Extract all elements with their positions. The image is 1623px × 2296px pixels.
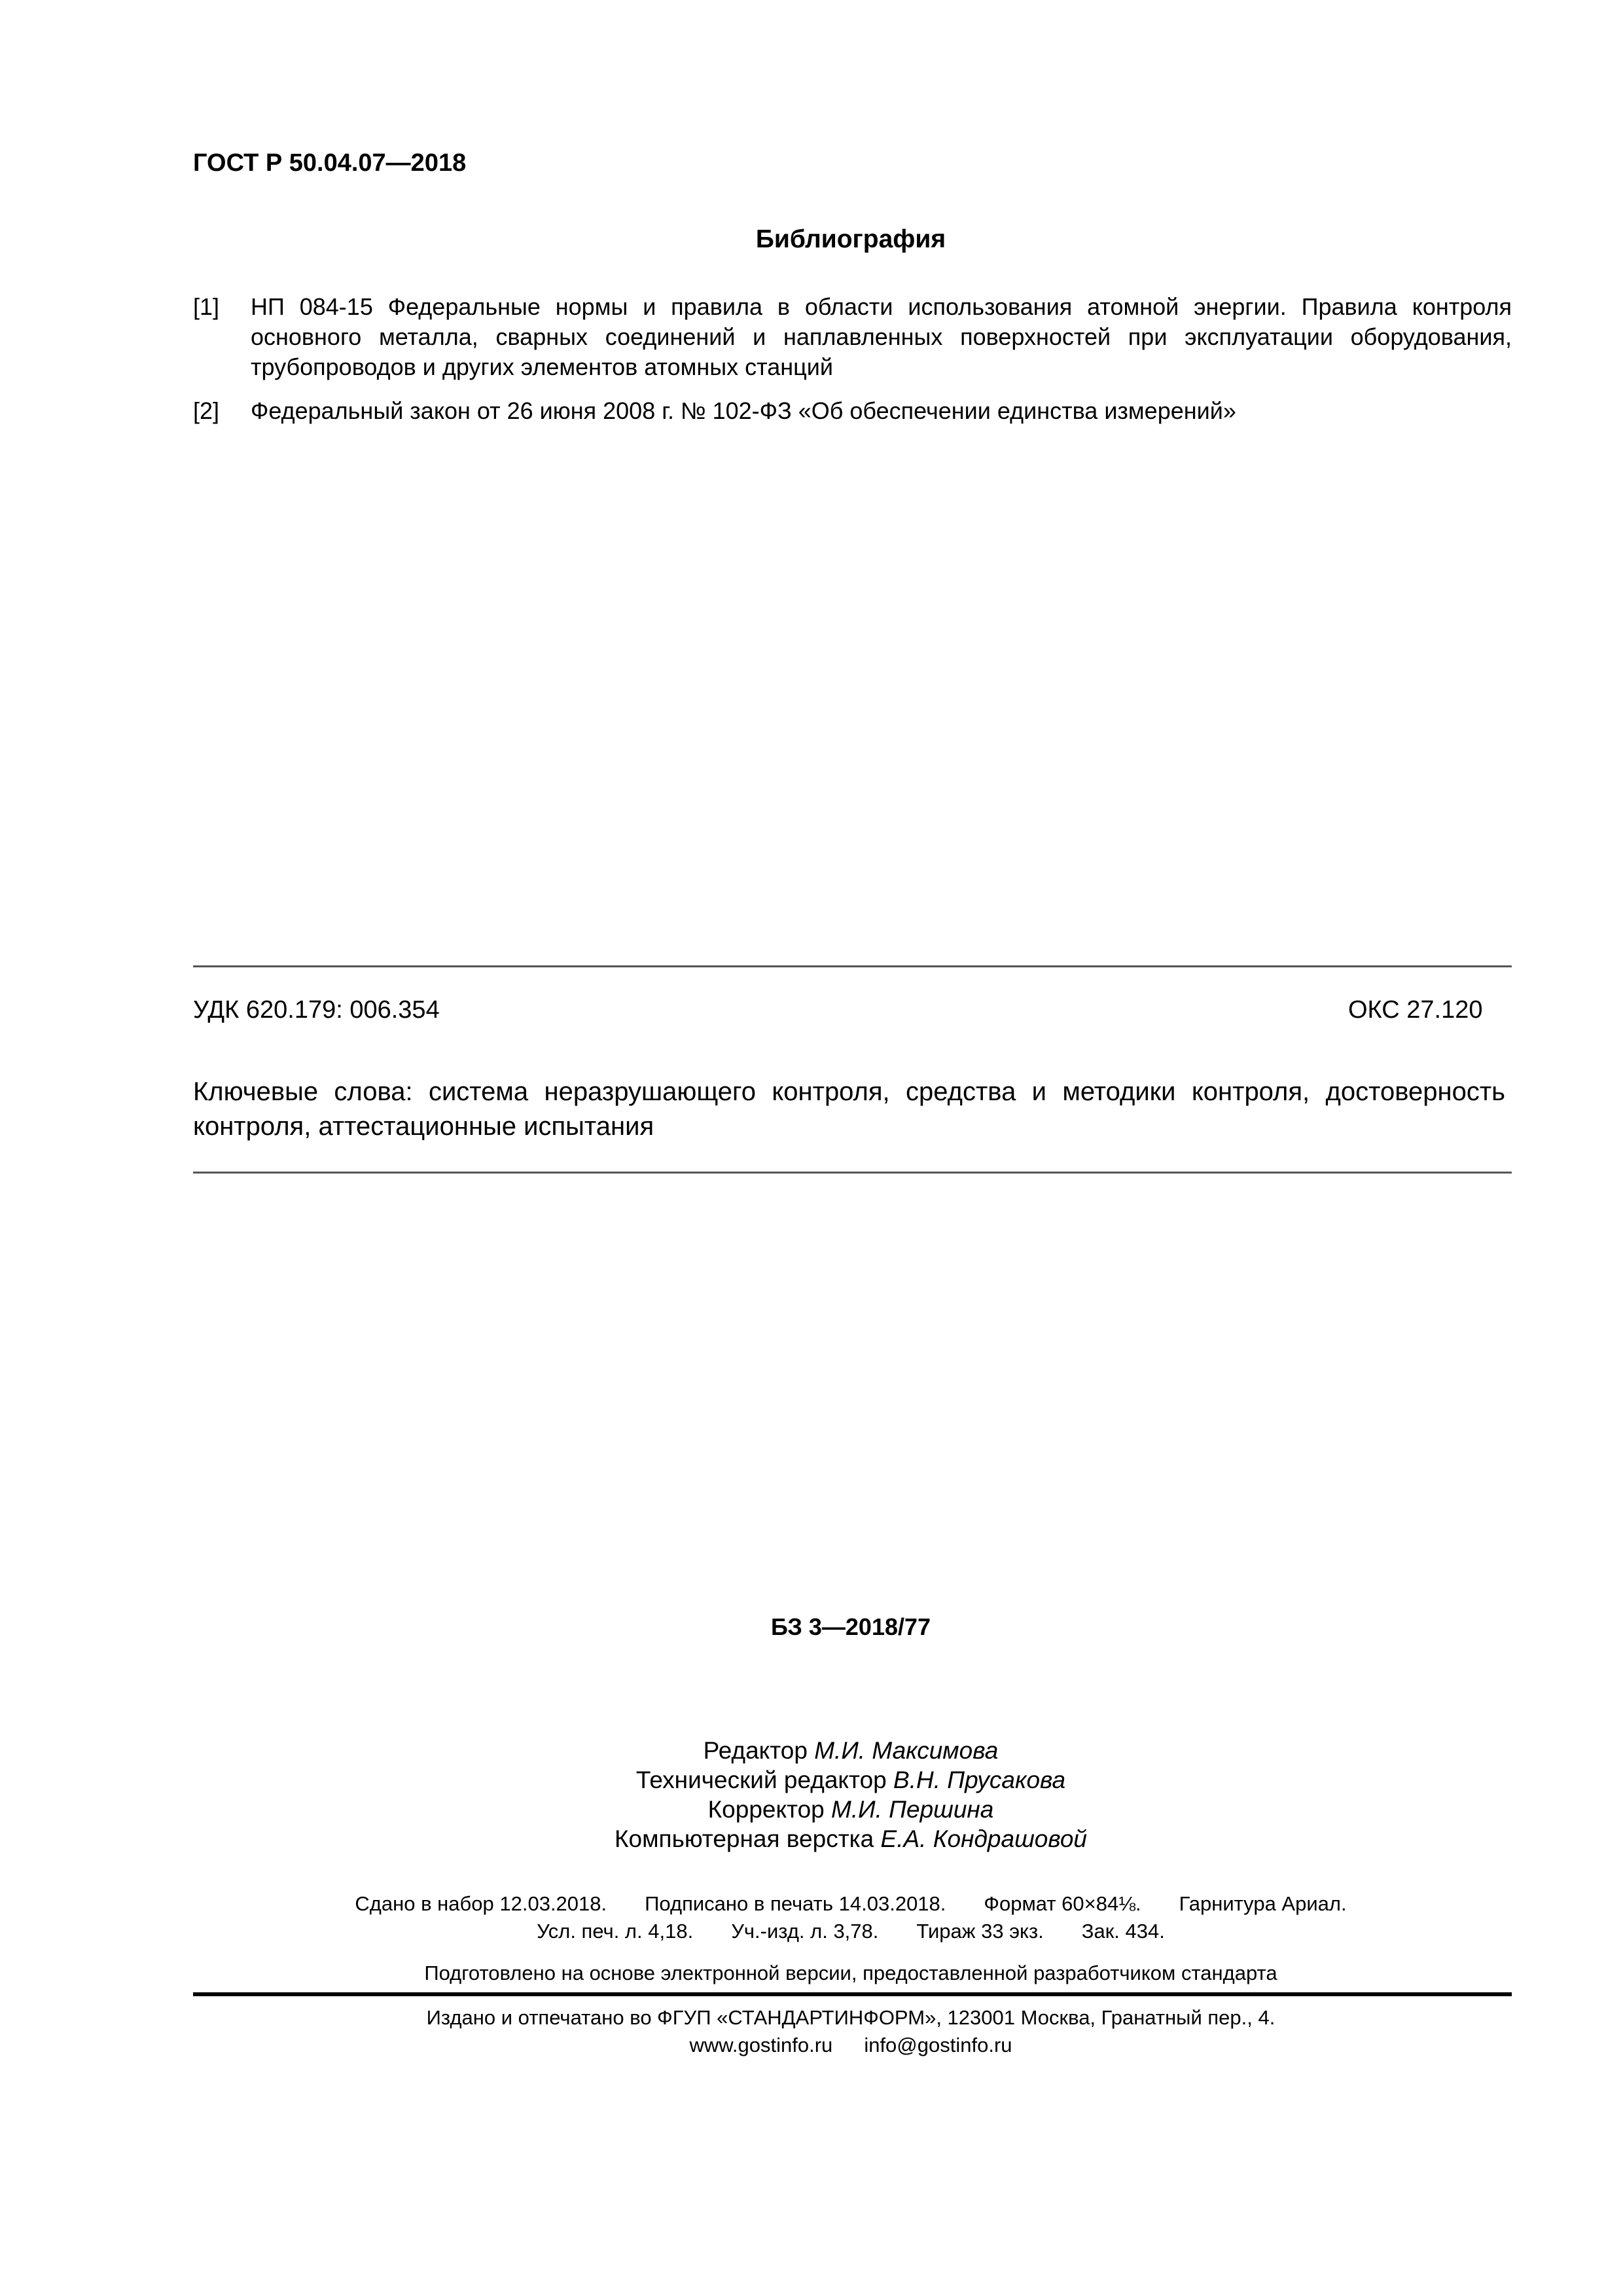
staff-role: Технический редактор — [635, 1767, 887, 1793]
imprint-pub-sheets: Уч.-изд. л. 3,78. — [731, 1920, 879, 1943]
staff-name: М.И. Максимова — [814, 1737, 999, 1764]
staff-corrector — [0, 1795, 1623, 1824]
staff-role: Корректор — [707, 1796, 825, 1823]
imprint-order: Зак. 434. — [1081, 1920, 1165, 1943]
divider-bottom — [193, 1172, 1512, 1174]
imprint-signed: Подписано в печать 14.03.2018. — [645, 1892, 946, 1915]
divider-top — [193, 965, 1512, 967]
staff-name: В.Н. Прусакова — [893, 1767, 1066, 1793]
staff-role: Редактор — [703, 1737, 808, 1764]
bibliography-item-text: НП 084-15 Федеральные нормы и правила в области использования атомной энергии. Правила контроля основного металла, сварных соединений и наплавленных поверхностей при эксплуатации оборудования, трубопроводов и других элементов атомных станций — [251, 293, 1512, 380]
imprint-prepared: Подготовлено на основе электронной версии, предоставленной разработчиком стандарта — [424, 1962, 1277, 1984]
imprint-font: Гарнитура Ариал. — [1179, 1892, 1347, 1915]
document-id: ГОСТ Р 50.04.07—2018 — [193, 149, 467, 177]
bibliography-item-number: [1] — [193, 293, 220, 320]
staff-editor — [0, 1736, 1623, 1765]
imprint-submitted: Сдано в набор 12.03.2018. — [355, 1892, 607, 1915]
oks-code: ОКС 27.120 — [1348, 996, 1483, 1024]
imprint-line-1 — [0, 1890, 1623, 1918]
imprint-format: Формат 60×84⅛. — [984, 1892, 1141, 1915]
bz-number: БЗ 3—2018/77 — [770, 1613, 931, 1640]
imprint-line-2 — [0, 1918, 1623, 1945]
udk-code: УДК 620.179: 006.354 — [193, 996, 440, 1024]
imprint-print-sheets: Усл. печ. л. 4,18. — [537, 1920, 694, 1943]
staff-name: Е.А. Кондрашовой — [880, 1825, 1088, 1852]
bibliography-item — [193, 396, 1512, 426]
publisher-email-link[interactable]: info@gostinfo.ru — [864, 2034, 1012, 2056]
bibliography-item — [193, 292, 1512, 382]
imprint-contacts — [0, 2032, 1623, 2059]
bibliography-title: Библиография — [755, 225, 946, 253]
staff-tech-editor — [0, 1765, 1623, 1795]
staff-layout — [0, 1824, 1623, 1854]
staff-role: Компьютерная верстка — [614, 1825, 874, 1852]
bibliography-item-number: [2] — [193, 397, 220, 424]
staff-name: М.И. Першина — [831, 1796, 994, 1823]
divider-thick — [193, 1992, 1512, 1996]
keywords: Ключевые слова: система неразрушающего контроля, средства и методики контроля, достоверность контроля, аттестационные испытания — [193, 1077, 1505, 1141]
imprint-publisher: Издано и отпечатано во ФГУП «СТАНДАРТИНФОРМ», 123001 Москва, Гранатный пер., 4. — [426, 2006, 1275, 2029]
publisher-website-link[interactable]: www.gostinfo.ru — [689, 2034, 833, 2056]
bibliography-item-text: Федеральный закон от 26 июня 2008 г. № 102-ФЗ «Об обеспечении единства измерений» — [251, 397, 1236, 424]
imprint-run: Тираж 33 экз. — [916, 1920, 1044, 1943]
